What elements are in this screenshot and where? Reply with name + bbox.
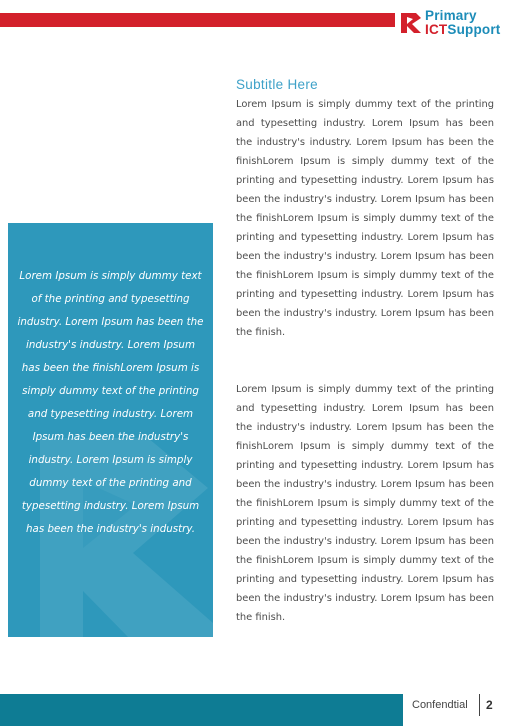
footer-divider [479,694,480,716]
primary-ict-support-logo-icon [399,11,423,35]
pull-quote-box [8,223,213,637]
pull-quote-text: Lorem Ipsum is simply dummy text of the printing and typesetting industry. Lorem Ipsum has been the industry's industry. Lorem Ipsum has been the finishLorem Ipsum is simply dummy text of the printing and typesetting industry. Lorem Ipsum has been the industry's industry. Lorem Ipsum is simply dummy text of the printing and typesetting industry. Lorem Ipsum has been the industry's industry. [17,270,204,535]
logo-text-ict-support [425,23,501,37]
logo-text-ict: ICT [425,22,448,37]
body-paragraph-1: Lorem Ipsum is simply dummy text of the printing and typesetting industry. Lorem Ipsum has been the industry's industry. Lorem Ipsum has been the finishLorem Ipsum is simply dummy text of the printing and typesetting industry. Lorem Ipsum has been the industry's industry. Lorem Ipsum has been the finishLorem Ipsum is simply dummy text of the printing and typesetting industry. Lorem Ipsum has been the industry's industry. Lorem Ipsum has been the finishLorem Ipsum is simply dummy text of the printing and typesetting industry. Lorem Ipsum has been the industry's industry. Lorem Ipsum has been the finish. [236,99,494,338]
footer-confidential-label: Confendtial [412,699,468,711]
header-accent-bar [0,13,395,27]
logo-text-primary: Primary [425,8,477,23]
logo-text-support: Support [447,22,501,37]
page-number: 2 [486,698,493,712]
footer-bar [0,694,403,726]
body-paragraph-2: Lorem Ipsum is simply dummy text of the printing and typesetting industry. Lorem Ipsum has been the industry's industry. Lorem Ipsum has been the finishLorem Ipsum is simply dummy text of the printing and typesetting industry. Lorem Ipsum has been the industry's industry. Lorem Ipsum has been the finishLorem Ipsum is simply dummy text of the printing and typesetting industry. Lorem Ipsum has been the industry's industry. Lorem Ipsum has been the finishLorem Ipsum is simply dummy text of the printing and typesetting industry. Lorem Ipsum has been the industry's industry. Lorem Ipsum has been the finish. [236,384,494,623]
section-subtitle: Subtitle Here [236,77,318,92]
company-logo [399,8,511,40]
